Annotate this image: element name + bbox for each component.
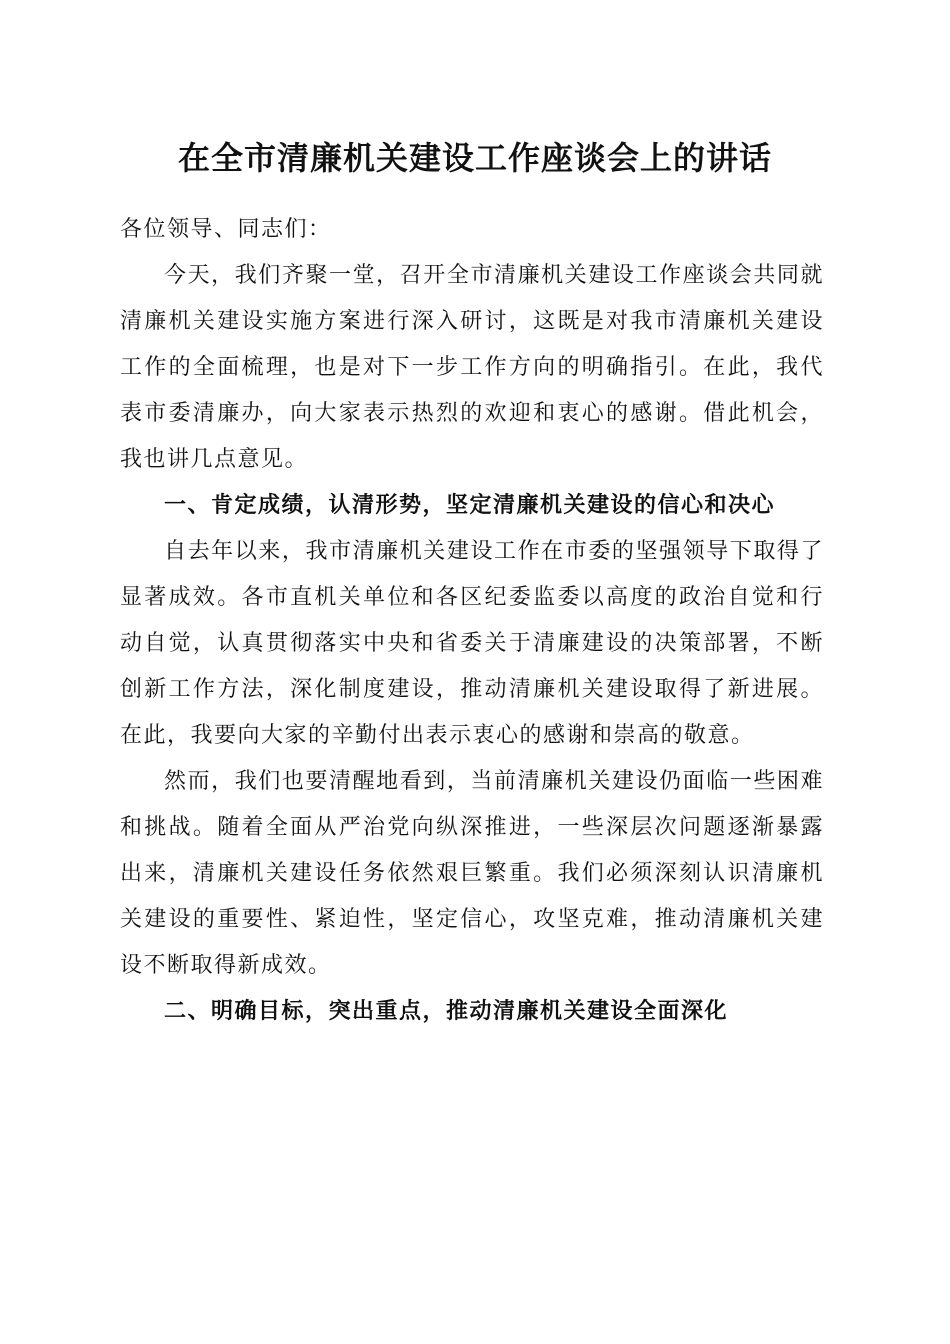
section-heading-2: 二、明确目标，突出重点，推动清廉机关建设全面深化 [164, 999, 729, 1024]
document-body [120, 207, 824, 1035]
document-title: 在全市清廉机关建设工作座谈会上的讲话 [177, 139, 772, 177]
paragraph-opening: 今天，我们齐聚一堂，召开全市清廉机关建设工作座谈会共同就清廉机关建设实施方案进行深入研讨，这既是对我市清廉机关建设工作的全面梳理，也是对下一步工作方向的明确指引。在此，我代表市委清廉办，向大家表示热烈的欢迎和衷心的感谢。借此机会，我也讲几点意见。 [120, 263, 824, 472]
paragraph-challenges: 然而，我们也要清醒地看到，当前清廉机关建设仍面临一些困难和挑战。随着全面从严治党向纵深推进，一些深层次问题逐渐暴露出来，清廉机关建设任务依然艰巨繁重。我们必须深刻认识清廉机关建设的重要性、紧迫性，坚定信心，攻坚克难，推动清廉机关建设不断取得新成效。 [120, 769, 824, 978]
salutation: 各位领导、同志们： [120, 217, 332, 242]
paragraph-achievements: 自去年以来，我市清廉机关建设工作在市委的坚强领导下取得了显著成效。各市直机关单位和各区纪委监委以高度的政治自觉和行动自觉，认真贯彻落实中央和省委关于清廉建设的决策部署，不断创新工作方法，深化制度建设，推动清廉机关建设取得了新进展。在此，我要向大家的辛勤付出表示衷心的感谢和崇高的敬意。 [120, 539, 824, 748]
section-heading-1: 一、肯定成绩，认清形势，坚定清廉机关建设的信心和决心 [164, 493, 776, 518]
